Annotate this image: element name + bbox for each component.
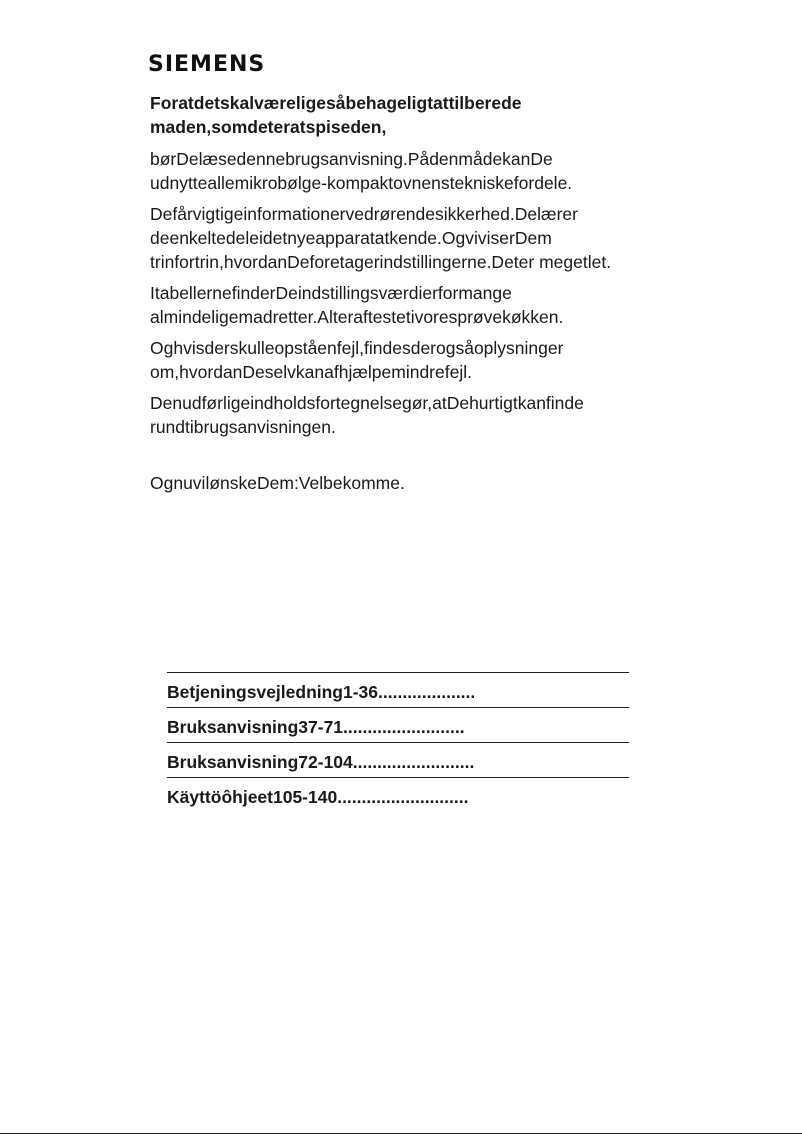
bottom-divider [0,1133,802,1134]
intro-lead: Foratdetskalværeligesåbehageligtattilberede maden,somdeteratspiseden, [150,93,522,137]
intro-paragraph: Oghvisderskulleopståenfejl,findesderogsåoplysninger om,hvordanDeselvkanafhjælpemindrefejl. [150,338,564,382]
toc-item-swedish[interactable]: Bruksanvisning72-104......................... [167,743,629,778]
intro-paragraph: ItabellernefinderDeindstillingsværdierformange almindeligemadretter.Alteraftestetivoresprøvekøkken. [150,283,564,327]
toc-item-danish[interactable]: Betjeningsvejledning1-36.................... [167,673,629,708]
toc-item-finnish[interactable]: Käyttöôhjeet105-140........................... [167,787,469,807]
intro-paragraph: børDelæsedennebrugsanvisning.PådenmådekanDe udnytteallemikrobølge-kompaktovnenstekniskefordele. [150,149,573,193]
intro-text [150,91,620,446]
intro-paragraph: Defårvigtigeinformationervedrørendesikkerhed.Delærer deenkeltedeleidetnyeapparatatkende.OgviviserDem trinfortrin,hvordanDeforetagerindstillingerne.Deter megetlet. [150,204,612,272]
toc-item-norwegian[interactable]: Bruksanvisning37-71......................... [167,708,629,743]
intro-paragraph: Denudførligeindholdsfortegnelsegør,atDehurtigtkanfinde rundtibrugsanvisningen. [150,393,584,437]
siemens-logo: SIEMENS [148,52,266,77]
table-of-contents [167,672,629,812]
closing-line: OgnuvilønskeDem:Velbekomme. [150,473,405,493]
